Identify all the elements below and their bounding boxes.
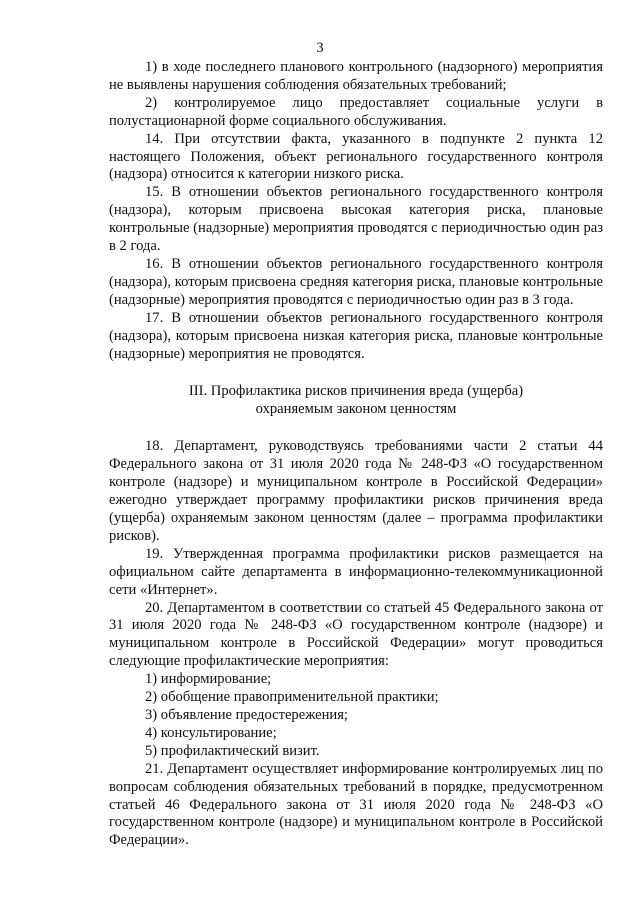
section-heading-line-2: охраняемым законом ценностям xyxy=(255,401,457,418)
section-heading-line-1: III. Профилактика рисков причинения вреда (ущерба) xyxy=(188,383,524,400)
paragraph-21: 21. Департамент осуществляет информирование контролируемых лиц по вопросам соблюдения обязательных требований в порядке, предусмотренном статьей 46 Федерального закона от 31 июля 2020 года № 248-ФЗ «О государственном контроле (надзоре) и муниципальном контроле в Российской Федерации». xyxy=(109,760,603,849)
paragraph-17: 17. В отношении объектов регионального государственного контроля (надзора), которым присвоена низкая категория риска, плановые контрольные (надзорные) мероприятия не проводятся. xyxy=(109,309,603,362)
paragraph-14: 14. При отсутствии факта, указанного в подпункте 2 пункта 12 настоящего Положения, объект регионального государственного контроля (надзора) относится к категории низкого риска. xyxy=(109,130,603,183)
list-item: 2) обобщение правоприменительной практики; xyxy=(145,689,439,706)
paragraph-16: 16. В отношении объектов регионального государственного контроля (надзора), которым присвоена средняя категория риска, плановые контрольные (надзорные) мероприятия проводятся с периодичностью один раз в 3 года. xyxy=(109,255,603,308)
page-number: 3 xyxy=(316,40,324,56)
section-heading xyxy=(109,382,603,418)
paragraph-18: 18. Департамент, руководствуясь требованиями части 2 статьи 44 Федерального закона от 31 июля 2020 года № 248-ФЗ «О государственном контроле (надзоре) и муниципальном контроле в Российской Федерации» ежегодно утверждает программу профилактики рисков причинения вреда (ущерба) охраняемым законом ценностям (далее – программа профилактики рисков). xyxy=(109,438,603,544)
paragraph-20: 20. Департаментом в соответствии со статьей 45 Федерального закона от 31 июля 2020 года № 248-ФЗ «О государственном контроле (надзоре) и муниципальном контроле в Российской Федерации» могут проводиться следующие профилактические мероприятия: xyxy=(109,599,603,670)
paragraph-15: 15. В отношении объектов регионального государственного контроля (надзора), которым присвоена высокая категория риска, плановые контрольные (надзорные) мероприятия проводятся с периодичностью один раз в 2 года. xyxy=(109,184,603,255)
list-item: 1) информирование; xyxy=(145,671,272,688)
list-item: 5) профилактический визит. xyxy=(145,742,320,759)
list-item: 4) консультирование; xyxy=(145,724,277,741)
list-item: 3) объявление предостережения; xyxy=(145,707,348,723)
measures-list xyxy=(109,671,603,761)
document-body xyxy=(109,59,603,850)
paragraph-item-2: 2) контролируемое лицо предоставляет социальные услуги в полустационарной форме социального обслуживания. xyxy=(109,94,603,129)
paragraph-item-1: 1) в ходе последнего планового контрольного (надзорного) мероприятия не выявлены нарушения соблюдения обязательных требований; xyxy=(109,59,603,93)
paragraph-19: 19. Утвержденная программа профилактики рисков размещается на официальном сайте департамента в информационно-телекоммуникационной сети «Интернет». xyxy=(109,545,603,598)
